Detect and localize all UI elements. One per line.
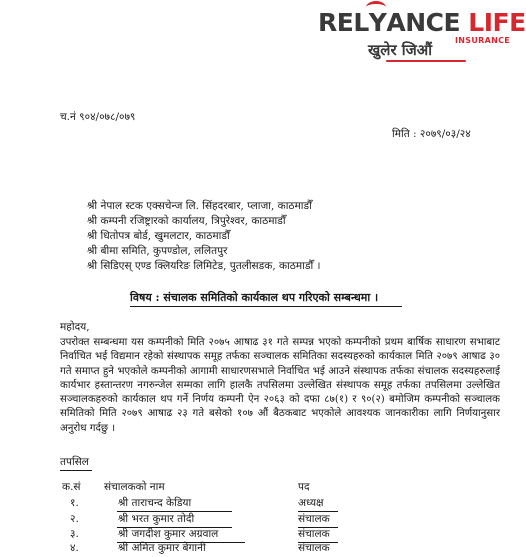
- row-role: संचालक: [298, 528, 330, 540]
- tapsil-underline: [60, 470, 92, 471]
- logo-brand-red: LIFE: [468, 8, 526, 37]
- recipient-5: श्री सिडिएस् एण्ड क्लियरिङ लिमिटेड, पुतलीसडक, काठमाडौँ ।: [87, 260, 321, 272]
- recipient-1: श्री नेपाल स्टक एक्सचेन्ज लि. सिंहदरबार, प्लाजा, काठमाडौँ: [87, 200, 312, 212]
- logo-insurance: INSURANCE: [455, 36, 511, 45]
- table-header-sn: क.सं: [62, 481, 81, 493]
- row-sn: २.: [70, 513, 79, 525]
- letter-date: मिति : २०७९/०३/२४: [392, 128, 471, 140]
- logo-brand-y: Y: [368, 8, 387, 37]
- tapsil-heading: तपसिल: [60, 456, 89, 468]
- recipient-4: श्री बीमा समिति, कुपण्डोल, ललितपुर: [87, 245, 228, 257]
- company-logo: [318, 8, 526, 37]
- letter-body: उपरोक्त सम्बन्धमा यस कम्पनीको मिति २०७५ आषाढ ३१ गते सम्पन्न भएको कम्पनीको प्रथम बार्षिक साधारण सभाबाट निर्वाचित भई विद्यमान रहेको संस्थापक समूह तर्फका सञ्चालक समितिका सदस्यहरुको कार्यकाल मिति २०७९ आषाढ ३० गते समाप्त हुने भएकोले कम्पनीको आगामी साधारणसभाले निर्वाचित भई आउने संस्थापक तर्फका संचालक सदस्यहरुलाई कार्यभार हस्तान्तरण नगरुन्जेल सम्मका लागि हालकै तपसिलमा उल्लेखित संस्थापक समूह तर्फका तपसिलमा उल्लेखित सञ्चालकहरुको कार्यकाल थप गर्ने निर्णय कम्पनी ऐन २०६३ को दफा ८७(१) र ९०(२) बमोजिम कम्पनीको सञ्चालक समितिको मिति २०७९ आषाढ २३ गते बसेको १०७ औं बैठकबाट भएकोले आवश्यक जानकारीका लागि निर्णयानुसार अनुरोध गर्दछु ।: [60, 337, 500, 434]
- salutation: महोदय,: [60, 321, 90, 333]
- subject-underline: [130, 306, 402, 307]
- row-role: अध्यक्ष: [298, 497, 324, 509]
- logo-brand-left: REL: [318, 8, 369, 37]
- row-name: श्री ताराचन्द केडिया: [118, 497, 192, 509]
- logo-underline: [386, 60, 466, 62]
- recipient-3: श्री धितोपत्र बोर्ड, खुमलटार, काठमाडौँ: [87, 230, 230, 242]
- logo-arc-icon: [366, 1, 386, 14]
- letter-subject: विषय : संचालक समितिको कार्यकाल थप गरिएको सम्बन्धमा ।: [130, 291, 379, 304]
- row-name: श्री अमित कुमार बेगानी: [118, 542, 206, 554]
- table-header-name: संचालकको नाम: [104, 481, 165, 493]
- row-sn: ३.: [70, 528, 79, 540]
- row-sn: १.: [70, 497, 79, 509]
- logo-brand-right: ANCE: [386, 8, 461, 37]
- row-name: श्री जगदीश कुमार अग्रवाल: [118, 528, 219, 540]
- logo-tagline: खुलेर जिऔं: [368, 41, 433, 59]
- row-role: संचालक: [298, 542, 330, 554]
- row-role: संचालक: [298, 513, 330, 525]
- table-header-role: पद: [298, 481, 310, 493]
- row-name: श्री भरत कुमार तोदी: [118, 513, 195, 525]
- row-sn: ४.: [70, 542, 79, 554]
- reference-number: च.नं ९०४/०७८/०७९: [60, 111, 136, 123]
- recipient-2: श्री कम्पनी रजिष्ट्रारको कार्यालय, त्रिपुरेश्वर, काठमाडौँ: [87, 215, 286, 227]
